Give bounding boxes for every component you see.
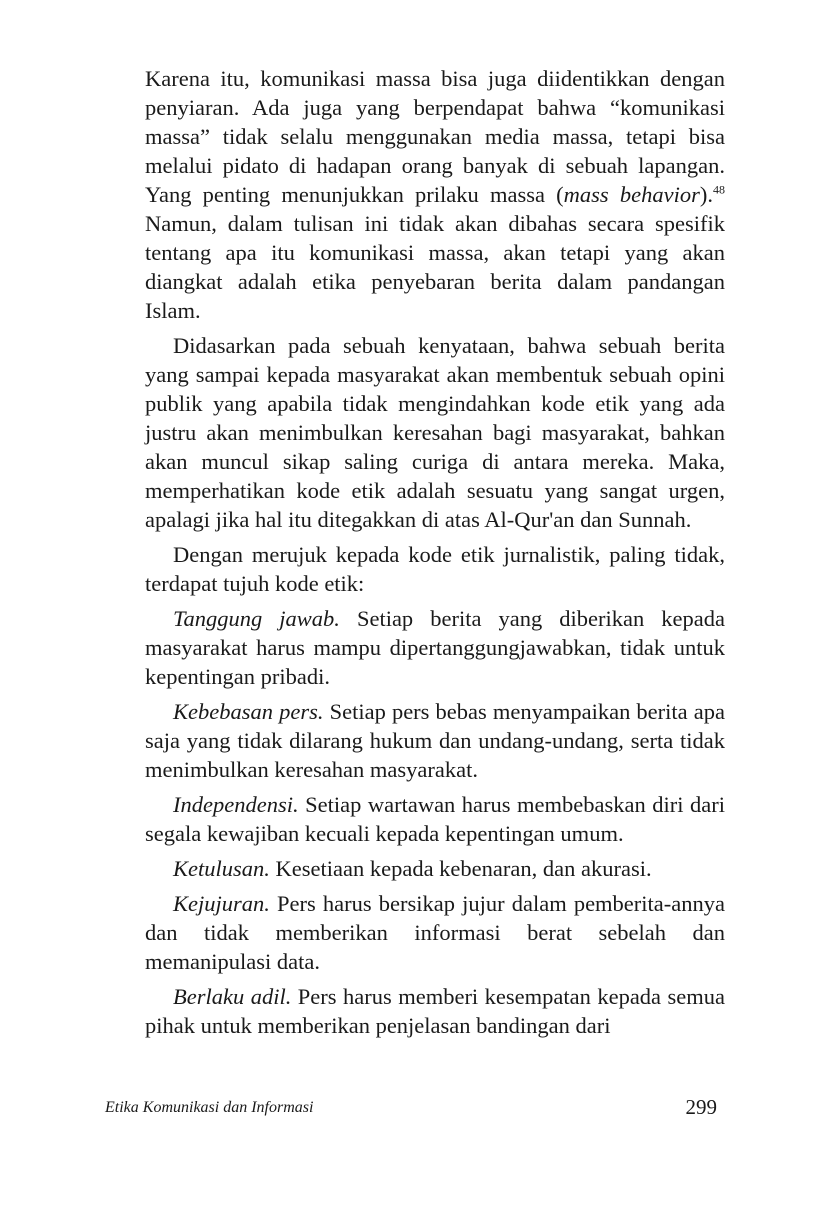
paragraph-1 [145,64,725,325]
code-item-3 [145,790,725,848]
code-text: Setiap pers bebas menyampaikan berita apa saja yang tidak dilarang hukum dan undang-undang, serta tidak menimbulkan keresahan masyarakat. [145,699,725,782]
code-text: Setiap berita yang diberikan kepada masyarakat harus mampu dipertanggungjawabkan, tidak untuk kepentingan pribadi. [145,606,725,689]
code-term: Kebebasan pers. [173,699,324,724]
code-text: Kesetiaan kepada kebenaran, dan akurasi. [269,856,652,881]
code-text: Setiap wartawan harus membebaskan diri dari segala kewajiban kecuali kepada kepentingan umum. [145,792,725,846]
code-term: Berlaku adil. [173,984,292,1009]
code-term: Independensi. [173,792,299,817]
code-item-5 [145,889,725,976]
footnote-ref[interactable]: 48 [713,182,725,197]
code-text: Pers harus memberi kesempatan kepada semua pihak untuk memberikan penjelasan bandingan dari [145,984,725,1038]
code-item-2 [145,697,725,784]
page-number: 299 [685,1095,717,1119]
code-text: Pers harus bersikap jujur dalam pemberita-annya dan tidak memberikan informasi berat sebelah dan memanipulasi data. [145,891,725,974]
code-item-6 [145,982,725,1040]
mass-behavior-term: mass behavior [563,182,700,207]
paragraph-1-after: ). [699,182,713,207]
paragraph-1-rest: Namun, dalam tulisan ini tidak akan dibahas secara spesifik tentang apa itu komunikasi massa, akan tetapi yang akan diangkat adalah etika penyebaran berita dalam pandangan Islam. [145,211,725,323]
paragraph-3: Dengan merujuk kepada kode etik jurnalistik, paling tidak, terdapat tujuh kode etik: [145,542,725,596]
running-title: Etika Komunikasi dan Informasi [105,1099,314,1116]
code-term: Kejujuran. [173,891,270,916]
paragraph-2: Didasarkan pada sebuah kenyataan, bahwa sebuah berita yang sampai kepada masyarakat akan membentuk sebuah opini publik yang apabila tidak mengindahkan kode etik yang ada justru akan menimbulkan keresahan bagi masyarakat, bahkan akan muncul sikap saling curiga di antara mereka. Maka, memperhatikan kode etik adalah sesuatu yang sangat urgen, apalagi jika hal itu ditegakkan di atas Al-Qur'an dan Sunnah. [145,333,725,532]
page-content [145,64,725,1040]
paragraph-1-before: Karena itu, komunikasi massa bisa juga diidentikkan dengan penyiaran. Ada juga yang berpendapat bahwa “komunikasi massa” tidak selalu menggunakan media massa, tetapi bisa melalui pidato di hadapan orang banyak di sebuah lapangan. Yang penting menunjukkan prilaku massa ( [145,66,725,207]
code-item-4 [145,854,725,883]
code-term: Tanggung jawab. [173,606,340,631]
code-term: Ketulusan. [173,856,270,881]
code-item-1 [145,604,725,691]
